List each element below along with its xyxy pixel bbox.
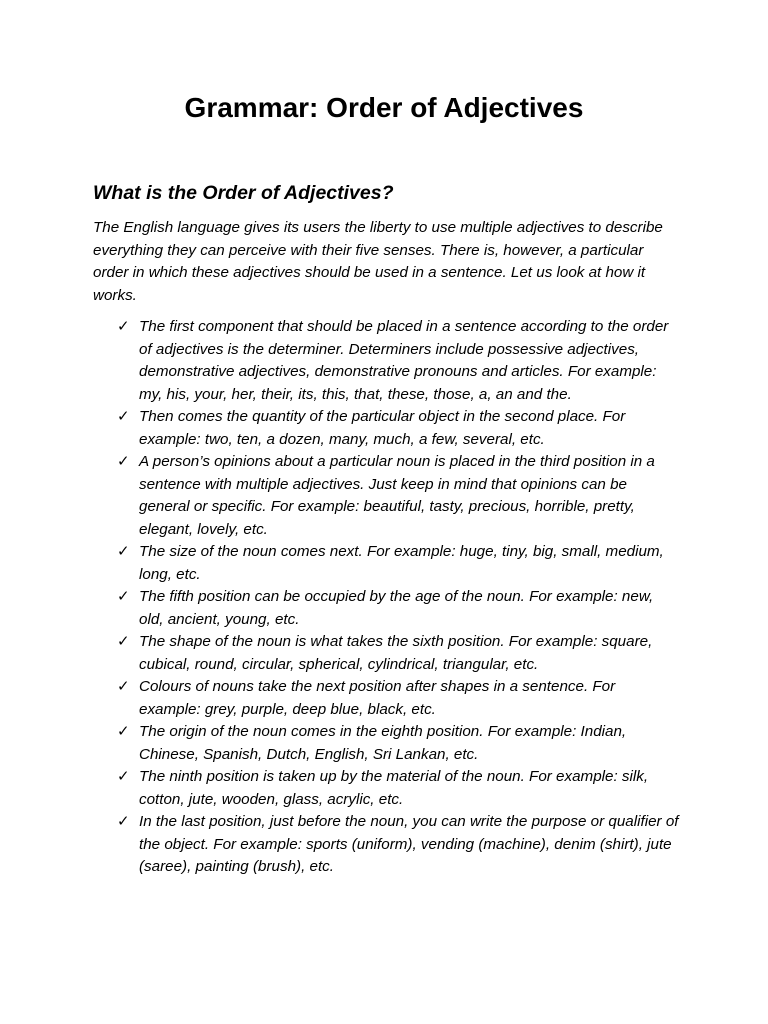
list-item — [117, 586, 679, 631]
list-item — [117, 766, 679, 811]
checkmark-icon: ✓ — [117, 588, 130, 605]
list-item — [117, 451, 679, 541]
list-item-text: The origin of the noun comes in the eighth position. For example: Indian, Chinese, Spanish, Dutch, English, Sri Lankan, etc. — [139, 723, 627, 763]
adjective-order-list — [117, 316, 679, 879]
checkmark-icon: ✓ — [117, 453, 130, 470]
list-item-text: The fifth position can be occupied by the age of the noun. For example: new, old, ancient, young, etc. — [139, 588, 654, 628]
list-item-text: Then comes the quantity of the particular object in the second place. For example: two, ten, a dozen, many, much, a few, several, etc. — [139, 408, 626, 448]
checkmark-icon: ✓ — [117, 408, 130, 425]
list-item — [117, 631, 679, 676]
list-item — [117, 676, 679, 721]
intro-paragraph: The English language gives its users the liberty to use multiple adjectives to describe everything they can perceive with their five senses. There is, however, a particular order in which these adjectives should be used in a sentence. Let us look at how it works. — [93, 219, 663, 304]
checkmark-icon: ✓ — [117, 633, 130, 650]
list-item-text: A person’s opinions about a particular noun is placed in the third position in a sentence with multiple adjectives. Just keep in mind that opinions can be general or specific. For example: beautiful, tasty, precious, horrible, pretty, elegant, lovely, etc. — [139, 453, 655, 538]
list-item-text: The ninth position is taken up by the material of the noun. For example: silk, cotton, jute, wooden, glass, acrylic, etc. — [139, 768, 649, 808]
list-item — [117, 721, 679, 766]
section-heading: What is the Order of Adjectives? — [93, 182, 394, 204]
checkmark-icon: ✓ — [117, 723, 130, 740]
list-item-text: The first component that should be placed in a sentence according to the order of adjectives is the determiner. Determiners include possessive adjectives, demonstrative adjectives, demonstrative pronouns and articles. For example: my, his, your, her, their, its, this, that, these, those, a, an and the. — [139, 318, 669, 403]
checkmark-icon: ✓ — [117, 678, 130, 695]
page-title: Grammar: Order of Adjectives — [184, 92, 584, 123]
list-item — [117, 541, 679, 586]
list-item — [117, 811, 679, 879]
list-item-text: The size of the noun comes next. For example: huge, tiny, big, small, medium, long, etc. — [139, 543, 664, 583]
list-item-text: In the last position, just before the noun, you can write the purpose or qualifier of the object. For example: sports (uniform), vending (machine), denim (shirt), jute (saree), painting (brush), etc. — [139, 813, 679, 875]
checkmark-icon: ✓ — [117, 318, 130, 335]
checkmark-icon: ✓ — [117, 813, 130, 830]
list-item-text: Colours of nouns take the next position after shapes in a sentence. For example: grey, purple, deep blue, black, etc. — [139, 678, 616, 718]
list-item — [117, 316, 679, 406]
checkmark-icon: ✓ — [117, 543, 130, 560]
checkmark-icon: ✓ — [117, 768, 130, 785]
list-item-text: The shape of the noun is what takes the sixth position. For example: square, cubical, round, circular, spherical, cylindrical, triangular, etc. — [139, 633, 653, 673]
list-item — [117, 406, 679, 451]
